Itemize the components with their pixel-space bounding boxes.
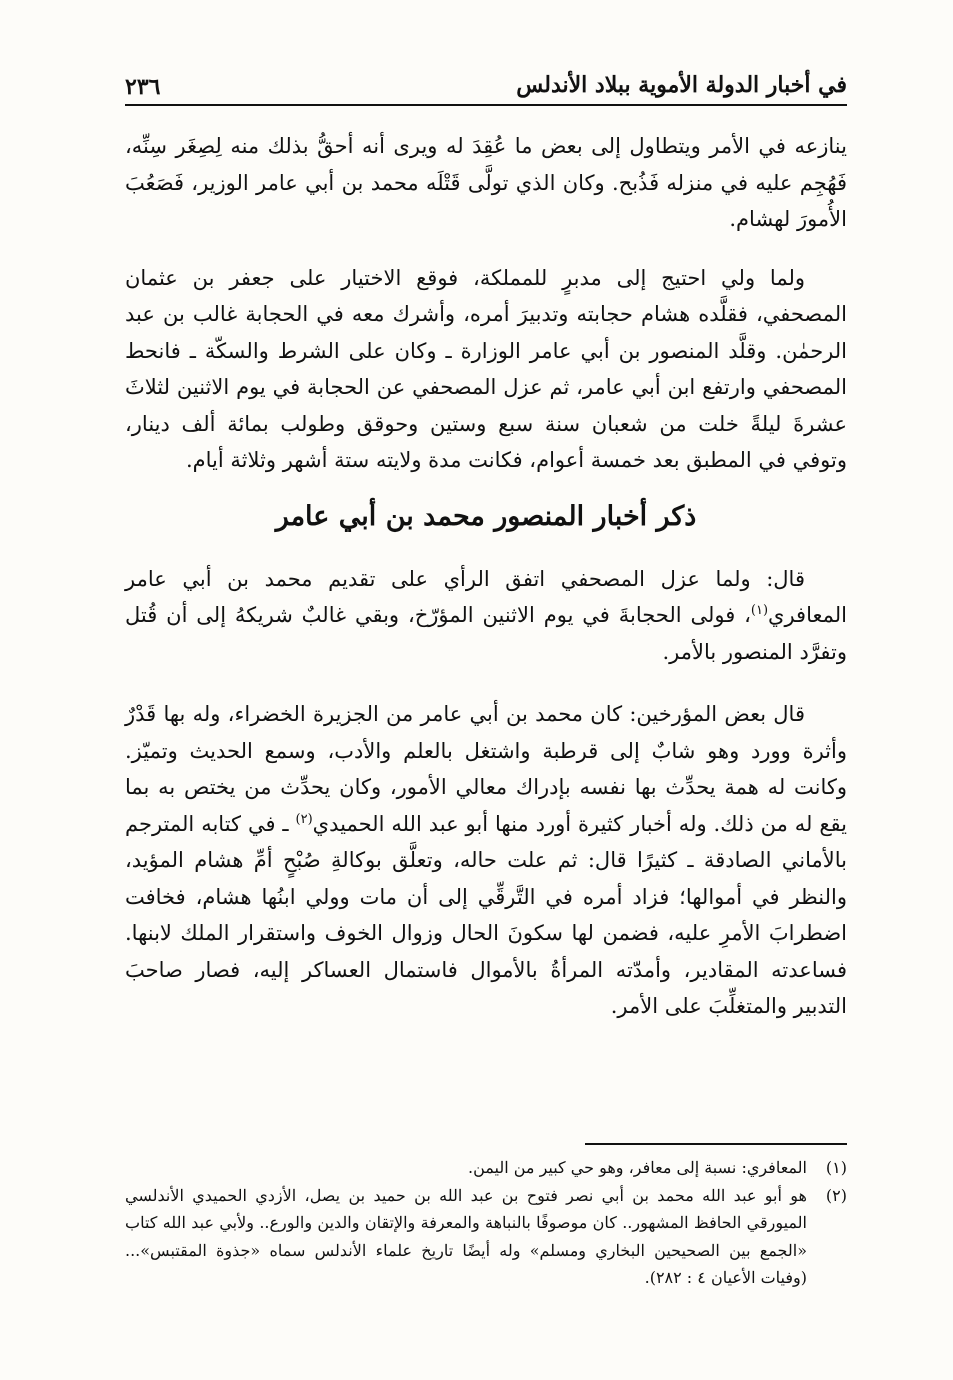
paragraph-4-text-a: قال بعض المؤرخين: كان محمد بن أبي عامر من الجزيرة الخضراء، وله بها قَدْرٌ وأثرة وورد وهو شابٌ إلى قرطبة واشتغل بالعلم والأدب، وسمع الحديث وتميّز. وكانت له همة يحدِّث بها نفسه بإدراك معالي الأمور، وكان يحدِّث من يختص به بما يقع له من ذلك. وله أخبار كثيرة أورد منها أبو عبد الله الحميدي (125, 702, 847, 836)
paragraph-3-text-b: ، فولى الحجابةَ في يوم الاثنين المؤرّخ، وبقي غالبٌ شريكهُ إلى أن قُتل وتفرَّد المنصور بالأمر. (125, 603, 847, 664)
page-number: ٢٣٦ (125, 74, 161, 100)
footnotes (125, 1154, 847, 1292)
body-text (125, 128, 847, 1025)
footnote-number: (١) (825, 1158, 847, 1177)
paragraph-4-text-b: ـ في كتابه المترجم بالأماني الصادقة ـ كثيرًا قال: ثم علت حاله، وتعلَّق بوكالةِ صُبْحٍ أمِّ هشام المؤيد، والنظر في أموالها؛ فزاد أمره في التَّرقِّي إلى أن مات وولي ابنُها هشام، فخافت اضطرابَ الأمرِ عليه، فضمن لها سكونَ الحال وزوال الخوف واستقرار الملك لابنها. فساعدته المقادير، وأمدّته المرأةُ بالأموال فاستمال العساكر إليه، فصار صاحبَ التدبير والمتغلِّبَ على الأمر. (125, 811, 847, 1018)
section-title: ذكر أخبار المنصور محمد بن أبي عامر (275, 500, 697, 532)
footnote-2 (125, 1182, 847, 1292)
paragraph-3-text-a: قال: ولما عزل المصحفي اتفق الرأي على تقديم محمد بن أبي عامر المعافري (125, 566, 847, 627)
paragraph-3 (125, 561, 847, 671)
footnote-number: (٢) (825, 1185, 847, 1205)
paragraph-1: ينازعه في الأمر ويتطاول إلى بعض ما عُقِدَ له ويرى أنه أحقُّ بذلك منه لِصِغَر سِنِّه، فَهُجِم عليه في منزله فَذُبح. وكان الذي تولَّى قَتْلَه محمد بن أبي عامر الوزير، فَصَعُبَ الأُمورَ لهشام. (125, 134, 847, 231)
footnote-ref-2: (٢) (295, 811, 313, 827)
footnote-divider (585, 1143, 847, 1145)
footnote-text: هو أبو عبد الله محمد بن أبي نصر فتوح بن عبد الله بن حميد بن يصل، الأزدي الحميدي الأندلسي الميورقي الحافظ المشهور.. كان موصوفًا بالنباهة والمعرفة والإتقان والدين والورع.. ولأبي عبد الله كتاب «الجمع بين الصحيحين البخاري ومسلم» وله أيضًا تاريخ علماء الأندلس سماه «جذوة المقتبس»... (وفيات الأعيان ٤ : ٢٨٢). (125, 1185, 807, 1287)
footnote-1 (125, 1154, 847, 1182)
page-header (125, 68, 847, 106)
running-title: في أخبار الدولة الأموية ببلاد الأندلس (516, 72, 847, 98)
footnote-text: المعافري: نسبة إلى معافر، وهو حي كبير من اليمن. (467, 1158, 807, 1177)
paragraph-2: ولما ولي احتيج إلى مدبرٍ للمملكة، فوقع الاختيار على جعفر بن عثمان المصحفي، فقلَّده هشام حجابته وتدبيرَ أمره، وأشرك معه في الحجابة غالب بن عبد الرحمٰن. وقلَّد المنصور بن أبي عامر الوزارة ـ وكان على الشرط والسكّة ـ فانحط المصحفي وارتفع ابن أبي عامر، ثم عزل المصحفي عن الحجابة في يوم الاثنين لثلاثَ عشرةَ ليلةً خلت من شعبان سنة سبع وستين وحوقق وطولب بمائة ألف دينار، وتوفي في المطبق بعد خمسة أعوام، فكانت مدة ولايته ستة أشهر وثلاثة أيام. (125, 265, 847, 472)
footnote-ref-1: (١) (750, 603, 769, 618)
paragraph-4 (125, 696, 847, 1025)
